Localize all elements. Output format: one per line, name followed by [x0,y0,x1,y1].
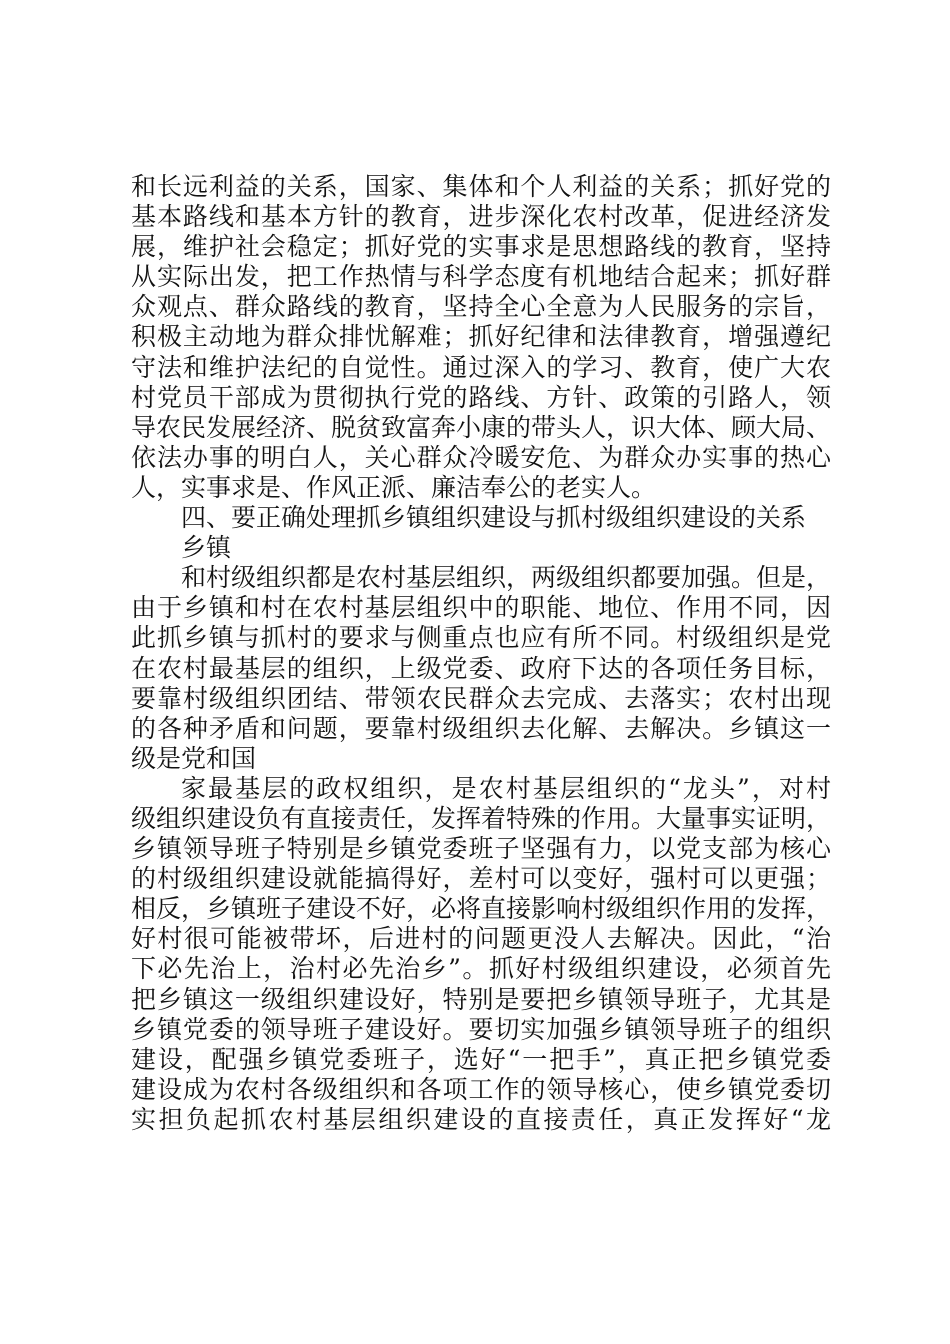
text-line: 四、要正确处理抓乡镇组织建设与抓村级组织建设的关系 [181,503,807,533]
text-line: 守法和维护法纪的自觉性。通过深入的学习、教育，使广大农 [131,352,831,382]
text-line: 众观点、群众路线的教育，坚持全心全意为人民服务的宗旨， [131,292,831,322]
text-line: 相反，乡镇班子建设不好，必将直接影响村级组织作用的发挥， [131,894,832,924]
text-line: 积极主动地为群众排忧解难；抓好纪律和法律教育，增强遵纪 [131,322,831,352]
text-line: 建设成为农村各级组织和各项工作的领导核心，使乡镇党委切 [131,1074,831,1104]
text-line: 好村很可能被带坏，后进村的问题更没人去解决。因此，“治 [131,924,831,954]
text-line: 的村级组织建设就能搞得好，差村可以变好，强村可以更强； [131,864,831,894]
body-text [131,172,831,1135]
text-line: 人，实事求是、作风正派、廉洁奉公的老实人。 [131,472,657,502]
text-line: 要靠村级组织团结、带领农民群众去完成、去落实；农村出现 [131,683,831,713]
text-line: 级组织建设负有直接责任，发挥着特殊的作用。大量事实证明， [131,803,832,833]
text-line: 和村级组织都是农村基层组织，两级组织都要加强。但是， [181,563,832,593]
text-line: 展，维护社会稳定；抓好党的实事求是思想路线的教育，坚持 [131,232,831,262]
text-line: 建设，配强乡镇党委班子，选好“一把手”，真正把乡镇党委 [131,1044,831,1074]
text-line: 此抓乡镇与抓村的要求与侧重点也应有所不同。村级组织是党 [131,623,831,653]
text-line: 基本路线和基本方针的教育，进步深化农村改革，促进经济发 [131,202,831,232]
text-line: 依法办事的明白人，关心群众冷暖安危、为群众办实事的热心 [131,442,831,472]
text-line: 从实际出发，把工作热情与科学态度有机地结合起来；抓好群 [131,262,831,292]
text-line: 由于乡镇和村在农村基层组织中的职能、地位、作用不同，因 [131,593,831,623]
text-line: 村党员干部成为贯彻执行党的路线、方针、政策的引路人，领 [131,382,831,412]
text-line: 导农民发展经济、脱贫致富奔小康的带头人，识大体、顾大局、 [131,412,832,442]
text-line: 实担负起抓农村基层组织建设的直接责任，真正发挥好“龙 [131,1104,831,1134]
text-line: 在农村最基层的组织，上级党委、政府下达的各项任务目标， [131,653,831,683]
text-line: 家最基层的政权组织，是农村基层组织的“龙头”，对村 [181,773,831,803]
text-line: 下必先治上，治村必先治乡”。抓好村级组织建设，必须首先 [131,954,831,984]
text-line: 级是党和国 [131,743,257,773]
text-line: 乡镇领导班子特别是乡镇党委班子坚强有力，以党支部为核心 [131,834,831,864]
text-line: 和长远利益的关系，国家、集体和个人利益的关系；抓好党的 [131,172,831,201]
text-line: 把乡镇这一级组织建设好，特别是要把乡镇领导班子，尤其是 [131,984,831,1014]
text-line: 乡镇 [181,533,232,563]
text-line: 乡镇党委的领导班子建设好。要切实加强乡镇领导班子的组织 [131,1014,831,1044]
text-line: 的各种矛盾和问题，要靠村级组织去化解、去解决。乡镇这一 [131,713,831,743]
